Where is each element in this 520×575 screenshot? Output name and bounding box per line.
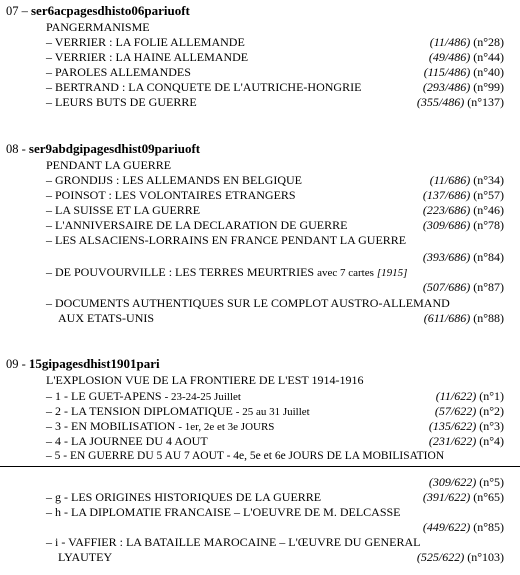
page-reference: (309/686) (n°78) bbox=[422, 218, 504, 232]
page-reference: (231/622) (n°4) bbox=[428, 434, 504, 448]
page-reference: (223/686) (n°46) bbox=[422, 203, 504, 217]
list-item: – LA SUISSE ET LA GUERRE bbox=[46, 203, 201, 217]
list-item: – 5 - EN GUERRE DU 5 AU 7 AOUT - 4e, 5e et 6e JOURS DE LA MOBILISATION bbox=[46, 450, 445, 462]
section-heading: 07 – ser6acpagesdhisto06pariuoft bbox=[6, 3, 190, 18]
section-heading: 08 - ser9abdgipagesdhist09pariuoft bbox=[6, 141, 201, 156]
page-reference: (391/622) (n°65) bbox=[422, 490, 504, 504]
list-item-continuation: AUX ETATS-UNIS bbox=[58, 311, 155, 325]
page-reference: (11/622) (n°1) bbox=[435, 389, 504, 403]
page-reference: (525/622) (n°103) bbox=[416, 550, 504, 564]
list-item: – 1 - LE GUET-APENS - 23-24-25 Juillet bbox=[46, 389, 241, 403]
list-item: – i - VAFFIER : LA BATAILLE MAROCAINE – L'ŒUVRE DU GENERAL bbox=[46, 535, 421, 549]
list-item: – DE POUVOURVILLE : LES TERRES MEURTRIES avec 7 cartes [1915] bbox=[46, 265, 408, 279]
list-item: – DOCUMENTS AUTHENTIQUES SUR LE COMPLOT AUSTRO-ALLEMAND bbox=[46, 296, 450, 310]
list-item: – VERRIER : LA HAINE ALLEMANDE bbox=[46, 50, 249, 64]
page-reference: (611/686) (n°88) bbox=[423, 311, 504, 325]
page-break-rule bbox=[0, 466, 520, 467]
list-item: – 4 - LA JOURNEE DU 4 AOUT bbox=[46, 434, 208, 448]
list-item: – VERRIER : LA FOLIE ALLEMANDE bbox=[46, 35, 245, 49]
list-item: – LES ALSACIENS-LORRAINS EN FRANCE PENDANT LA GUERRE bbox=[46, 233, 407, 247]
page-reference: (115/486) (n°40) bbox=[423, 65, 504, 79]
page-reference: (449/622) (n°85) bbox=[422, 520, 504, 534]
list-item: – 2 - LA TENSION DIPLOMATIQUE - 25 au 31 Juillet bbox=[46, 404, 310, 418]
list-item: – PAROLES ALLEMANDES bbox=[46, 65, 191, 79]
page-reference: (507/686) (n°87) bbox=[422, 280, 504, 294]
section-title: PENDANT LA GUERRE bbox=[46, 158, 172, 172]
page-reference: (11/486) (n°28) bbox=[429, 35, 504, 49]
page-reference: (11/686) (n°34) bbox=[429, 173, 504, 187]
section-title: L'EXPLOSION VUE DE LA FRONTIERE DE L'EST 1914-1916 bbox=[46, 373, 364, 387]
list-item: – 3 - EN MOBILISATION - 1er, 2e et 3e JOURS bbox=[46, 419, 275, 433]
list-item: – BERTRAND : LA CONQUETE DE L'AUTRICHE-HONGRIE bbox=[46, 80, 362, 94]
list-item-continuation: LYAUTEY bbox=[58, 550, 113, 564]
section-code: ser9abdgipagesdhist09pariuoft bbox=[28, 141, 201, 156]
page-reference: (309/622) (n°5) bbox=[428, 475, 504, 489]
list-item: – LEURS BUTS DE GUERRE bbox=[46, 95, 197, 109]
page-reference: (393/686) (n°84) bbox=[422, 250, 504, 264]
page-reference: (355/486) (n°137) bbox=[416, 95, 504, 109]
section-heading: 09 - 15gipagesdhist1901pari bbox=[6, 356, 160, 371]
page-reference: (135/622) (n°3) bbox=[428, 419, 504, 433]
section-code: 15gipagesdhist1901pari bbox=[28, 356, 160, 371]
page-reference: (57/622) (n°2) bbox=[434, 404, 504, 418]
section-code: ser6acpagesdhisto06pariuoft bbox=[31, 3, 190, 18]
page-reference: (293/486) (n°99) bbox=[422, 80, 504, 94]
list-item: – h - LA DIPLOMATIE FRANCAISE – L'OEUVRE DE M. DELCASSE bbox=[46, 505, 401, 519]
page-reference: (137/686) (n°57) bbox=[422, 188, 504, 202]
page-reference: (49/486) (n°44) bbox=[428, 50, 504, 64]
section-title: PANGERMANISME bbox=[46, 20, 150, 34]
list-item: – GRONDIJS : LES ALLEMANDS EN BELGIQUE bbox=[46, 173, 302, 187]
list-item: – g - LES ORIGINES HISTORIQUES DE LA GUERRE bbox=[46, 490, 322, 504]
list-item: – L'ANNIVERSAIRE DE LA DECLARATION DE GUERRE bbox=[46, 218, 348, 232]
list-item: – POINSOT : LES VOLONTAIRES ETRANGERS bbox=[46, 188, 296, 202]
